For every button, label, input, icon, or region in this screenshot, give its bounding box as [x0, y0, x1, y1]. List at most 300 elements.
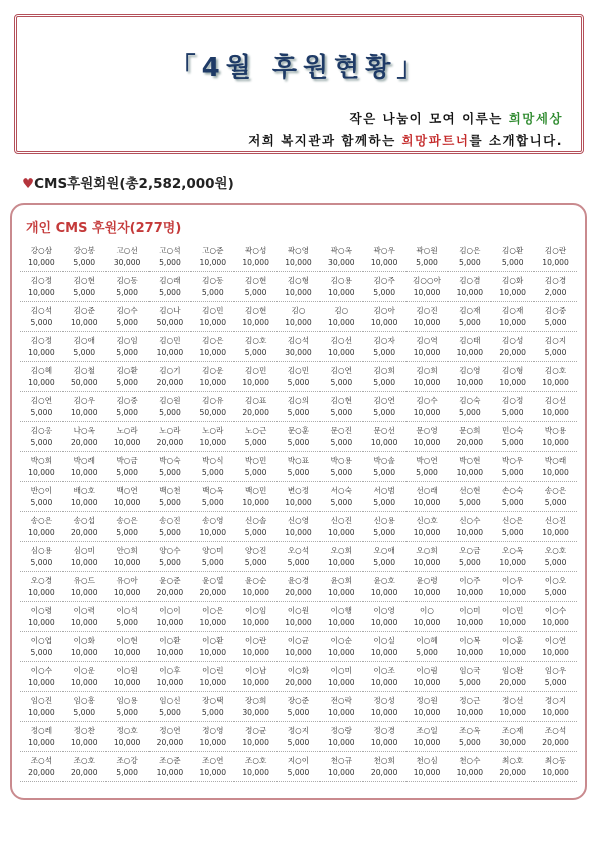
- donor-cell: [363, 452, 406, 482]
- donor-cell: [277, 632, 320, 662]
- donor-amount: 10,000: [285, 287, 312, 297]
- donor-name: 김○진: [416, 305, 438, 315]
- donor-cell: [448, 332, 491, 362]
- donor-amount: 5,000: [287, 467, 310, 477]
- donor-amount: 10,000: [199, 737, 227, 747]
- donor-cell: [277, 272, 320, 302]
- donor-name: 김○재: [502, 305, 524, 315]
- donor-amount: 5,000: [73, 287, 96, 297]
- donor-amount: 20,000: [156, 377, 184, 387]
- donor-cell: [191, 242, 234, 272]
- donor-name: 오○호: [544, 545, 567, 555]
- donor-cell: [406, 572, 449, 602]
- donor-cell: [448, 632, 491, 662]
- donor-cell: [106, 392, 149, 422]
- donor-cell: [277, 422, 320, 452]
- donor-name: 이○린: [202, 665, 224, 675]
- donor-name: 이○훈: [502, 635, 524, 645]
- donor-cell: [320, 752, 363, 782]
- donor-amount: 30,000: [242, 707, 269, 717]
- donor-cell: [448, 452, 491, 482]
- donor-cell: [491, 692, 534, 722]
- table-row: [20, 332, 577, 362]
- donor-cell: [191, 392, 234, 422]
- donor-cell: [277, 482, 320, 512]
- donor-name: 정○찬: [73, 725, 95, 735]
- donor-amount: 20,000: [70, 527, 98, 537]
- donor-amount: 10,000: [199, 317, 227, 327]
- donor-amount: 10,000: [370, 647, 398, 657]
- donor-name: 조○강: [116, 755, 138, 765]
- donor-name: 고○석: [159, 245, 181, 255]
- donor-name: 김○화: [502, 275, 524, 285]
- donor-cell: [491, 242, 534, 272]
- donor-amount: 5,000: [73, 257, 96, 267]
- donor-amount: 2,000: [544, 287, 567, 297]
- donor-name: 이○임: [244, 605, 267, 615]
- donor-cell: [534, 512, 577, 542]
- donor-name: 유○드: [73, 575, 95, 585]
- donor-amount: 5,000: [458, 557, 481, 567]
- donor-name: 정○성: [373, 695, 395, 705]
- donor-cell: [534, 632, 577, 662]
- donor-amount: 10,000: [328, 737, 355, 747]
- donor-name: 이○조: [373, 665, 395, 675]
- donor-name: 김○희: [373, 365, 395, 375]
- donor-amount: 10,000: [285, 647, 312, 657]
- donor-cell: [320, 632, 363, 662]
- donor-amount: 10,000: [456, 647, 484, 657]
- donor-table: [20, 242, 577, 782]
- donor-cell: [534, 332, 577, 362]
- donor-amount: 5,000: [458, 257, 481, 267]
- donor-amount: 10,000: [242, 317, 269, 327]
- donor-amount: 20,000: [70, 437, 98, 447]
- donor-amount: 5,000: [201, 707, 224, 717]
- donor-name: 손○숙: [502, 485, 524, 495]
- donor-cell: [63, 722, 106, 752]
- section-label-text: CMS후원회원(총2,582,000원): [34, 176, 234, 192]
- donor-cell: [406, 722, 449, 752]
- donor-amount: 20,000: [156, 437, 184, 447]
- donor-name: 이○오: [544, 575, 567, 585]
- donor-cell: [491, 632, 534, 662]
- donor-name: 조○호: [244, 755, 267, 765]
- donor-name: 백○연: [116, 485, 138, 495]
- donor-cell: [534, 662, 577, 692]
- donor-amount: 5,000: [458, 677, 481, 687]
- donor-name: 곽○원: [416, 245, 438, 255]
- donor-cell: [63, 392, 106, 422]
- donor-amount: 10,000: [28, 467, 55, 477]
- donor-name: 김○표: [244, 395, 267, 405]
- donor-amount: 20,000: [28, 767, 55, 777]
- donor-cell: [149, 722, 192, 752]
- donor-cell: [106, 602, 149, 632]
- donor-cell: [448, 752, 491, 782]
- donor-amount: 5,000: [30, 437, 53, 447]
- donor-amount: 5,000: [30, 497, 53, 507]
- donor-cell: [534, 602, 577, 632]
- tagline-line2: [248, 131, 563, 149]
- donor-name: 조○연: [202, 755, 224, 765]
- donor-name: 임○진: [30, 695, 53, 705]
- donor-cell: [191, 572, 234, 602]
- donor-cell: [234, 602, 277, 632]
- donor-cell: [277, 512, 320, 542]
- donor-cell: [149, 242, 192, 272]
- donor-name: 정○영: [202, 725, 224, 735]
- donor-amount: 5,000: [159, 287, 181, 297]
- donor-amount: 10,000: [28, 347, 55, 357]
- donor-name: 김○중: [116, 395, 138, 405]
- donor-cell: [534, 422, 577, 452]
- donor-cell: [448, 572, 491, 602]
- donor-cell: [491, 392, 534, 422]
- donor-cell: [406, 752, 449, 782]
- donor-name: 김○민: [244, 365, 267, 375]
- donor-name: 김○중: [544, 305, 567, 315]
- donor-amount: 5,000: [116, 377, 138, 387]
- donor-name: 이○원: [116, 665, 138, 675]
- donor-amount: 10,000: [499, 647, 526, 657]
- donor-name: 이○민: [502, 605, 524, 615]
- donor-cell: [491, 482, 534, 512]
- donor-name: 이○: [420, 605, 434, 615]
- donor-cell: [406, 602, 449, 632]
- donor-cell: [106, 272, 149, 302]
- donor-name: 오○희: [416, 545, 438, 555]
- table-row: [20, 602, 577, 632]
- donor-amount: 10,000: [542, 527, 569, 537]
- donor-name: 고○선: [116, 245, 138, 255]
- donor-cell: [191, 662, 234, 692]
- donor-cell: [363, 332, 406, 362]
- donor-cell: [106, 512, 149, 542]
- donor-cell: [106, 452, 149, 482]
- donor-amount: 10,000: [542, 407, 569, 417]
- donor-name: 윤○령: [416, 575, 438, 585]
- donor-amount: 10,000: [242, 647, 269, 657]
- donor-cell: [320, 452, 363, 482]
- donor-cell: [406, 362, 449, 392]
- donor-amount: 10,000: [242, 617, 269, 627]
- donor-name: 양○진: [244, 545, 267, 555]
- donor-name: 이○남: [244, 665, 267, 675]
- table-row: [20, 392, 577, 422]
- donor-cell: [106, 482, 149, 512]
- donor-name: 김○자: [373, 335, 395, 345]
- donor-amount: 5,000: [373, 287, 396, 297]
- donor-name: 김○숙: [459, 395, 481, 405]
- donor-amount: 10,000: [70, 407, 98, 417]
- donor-name: 오○희: [330, 545, 352, 555]
- donor-cell: [20, 362, 63, 392]
- donor-name: 이○행: [330, 605, 352, 615]
- donor-name: 김○호: [244, 335, 267, 345]
- donor-name: 신○영: [287, 515, 310, 525]
- donor-cell: [63, 572, 106, 602]
- donor-cell: [149, 422, 192, 452]
- donor-amount: 10,000: [542, 647, 569, 657]
- donor-amount: 10,000: [28, 737, 55, 747]
- donor-amount: 10,000: [70, 497, 98, 507]
- donor-cell: [448, 542, 491, 572]
- donor-cell: [320, 572, 363, 602]
- donor-cell: [406, 692, 449, 722]
- donor-amount: 5,000: [458, 317, 481, 327]
- donor-cell: [234, 512, 277, 542]
- donor-name: 반○이: [30, 485, 53, 495]
- donor-name: 오○경: [30, 575, 53, 585]
- donor-name: 이○이: [159, 605, 181, 615]
- donor-amount: 10,000: [370, 677, 398, 687]
- donor-cell: [63, 662, 106, 692]
- donor-name: 이○수: [30, 665, 53, 675]
- donor-cell: [149, 512, 192, 542]
- donor-cell: [448, 362, 491, 392]
- donor-amount: 10,000: [542, 617, 569, 627]
- donor-name: 송○은: [544, 485, 567, 495]
- donor-name: 신○은: [502, 515, 524, 525]
- donor-amount: 5,000: [116, 317, 138, 327]
- donor-name: 이○미: [330, 665, 352, 675]
- donor-name: 김○희: [416, 365, 438, 375]
- donor-amount: 10,000: [199, 347, 227, 357]
- donor-name: 이○력: [73, 605, 95, 615]
- donor-amount: 10,000: [370, 437, 398, 447]
- donor-name: 정○지: [287, 725, 310, 735]
- donor-amount: 10,000: [242, 257, 269, 267]
- donor-amount: 5,000: [544, 557, 567, 567]
- donor-amount: 20,000: [156, 587, 184, 597]
- donor-name: 신○수: [459, 515, 481, 525]
- donor-name: 박○솔: [373, 455, 395, 465]
- donor-name: 송○진: [159, 515, 181, 525]
- donor-list-box: [10, 203, 587, 800]
- donor-amount: 5,000: [116, 467, 138, 477]
- donor-cell: [234, 392, 277, 422]
- donor-cell: [448, 722, 491, 752]
- donor-cell: [277, 572, 320, 602]
- donor-cell: [234, 482, 277, 512]
- donor-name: 김○은: [459, 245, 481, 255]
- donor-name: 조○호: [73, 755, 95, 765]
- donor-amount: 10,000: [370, 587, 398, 597]
- donor-name: 조○옥: [459, 725, 481, 735]
- donor-name: 장○준: [287, 695, 310, 705]
- donor-cell: [20, 302, 63, 332]
- donor-amount: 5,000: [373, 467, 396, 477]
- donor-cell: [149, 332, 192, 362]
- donor-cell: [191, 272, 234, 302]
- table-row: [20, 452, 577, 482]
- donor-cell: [363, 752, 406, 782]
- donor-amount: 10,000: [113, 737, 141, 747]
- donor-amount: 5,000: [373, 557, 396, 567]
- donor-amount: 10,000: [70, 557, 98, 567]
- donor-name: 박○용: [330, 455, 352, 465]
- donor-amount: 5,000: [159, 527, 181, 537]
- donor-name: 이○미: [459, 605, 481, 615]
- donor-cell: [363, 302, 406, 332]
- donor-name: 이○수: [544, 605, 567, 615]
- donor-name: 박○용: [544, 425, 567, 435]
- donor-name: 김○연: [30, 395, 53, 405]
- donor-name: 김○유: [202, 395, 224, 405]
- donor-amount: 5,000: [116, 407, 138, 417]
- donor-amount: 10,000: [113, 497, 141, 507]
- donor-name: 이○실: [373, 635, 395, 645]
- donor-amount: 10,000: [28, 527, 55, 537]
- donor-amount: 5,000: [244, 347, 267, 357]
- donor-cell: [234, 752, 277, 782]
- donor-cell: [277, 362, 320, 392]
- donor-cell: [363, 572, 406, 602]
- donor-amount: 10,000: [328, 557, 355, 567]
- donor-name: 김○재: [459, 305, 481, 315]
- donor-name: 김○역: [416, 335, 438, 345]
- donor-name: 신○호: [416, 515, 438, 525]
- donor-amount: 10,000: [242, 767, 269, 777]
- donor-cell: [106, 542, 149, 572]
- table-row: [20, 572, 577, 602]
- donor-cell: [106, 422, 149, 452]
- donor-name: 윤○호: [373, 575, 395, 585]
- donor-name: 김○정: [502, 395, 524, 405]
- donor-cell: [448, 242, 491, 272]
- donor-name: 이○엽: [30, 635, 53, 645]
- donor-name: 조○일: [416, 725, 438, 735]
- donor-cell: [277, 602, 320, 632]
- donor-cell: [20, 422, 63, 452]
- donor-amount: 10,000: [328, 527, 355, 537]
- donor-amount: 10,000: [413, 707, 441, 717]
- table-row: [20, 242, 577, 272]
- donor-amount: 5,000: [287, 707, 310, 717]
- donor-cell: [234, 332, 277, 362]
- tagline2-suffix: 를 소개합니다.: [469, 133, 563, 148]
- donor-amount: 10,000: [370, 617, 398, 627]
- donor-amount: 10,000: [499, 287, 526, 297]
- donor-amount: 10,000: [413, 497, 441, 507]
- donor-amount: 10,000: [285, 257, 312, 267]
- donor-amount: 10,000: [370, 737, 398, 747]
- donor-cell: [63, 332, 106, 362]
- donor-amount: 30,000: [113, 257, 141, 267]
- donor-name: 김○은: [202, 335, 224, 345]
- donor-cell: [149, 362, 192, 392]
- donor-amount: 10,000: [199, 257, 227, 267]
- donor-name: 정○랑: [330, 725, 352, 735]
- donor-name: 문○진: [330, 425, 352, 435]
- donor-amount: 10,000: [28, 707, 55, 717]
- section-label: [22, 172, 234, 192]
- donor-amount: 10,000: [499, 707, 526, 717]
- donor-amount: 5,000: [201, 557, 224, 567]
- donor-amount: 10,000: [370, 707, 398, 717]
- donor-cell: [20, 392, 63, 422]
- table-row: [20, 662, 577, 692]
- donor-amount: 10,000: [285, 617, 312, 627]
- donor-amount: 10,000: [28, 677, 55, 687]
- donor-cell: [363, 272, 406, 302]
- donor-cell: [406, 242, 449, 272]
- donor-amount: 5,000: [501, 437, 524, 447]
- donor-amount: 10,000: [156, 767, 184, 777]
- donor-cell: [534, 692, 577, 722]
- donor-cell: [149, 482, 192, 512]
- donor-amount: 10,000: [70, 467, 98, 477]
- donor-cell: [277, 332, 320, 362]
- donor-name: 윤○경: [287, 575, 310, 585]
- donor-amount: 5,000: [287, 557, 310, 567]
- donor-cell: [491, 362, 534, 392]
- donor-name: 김○현: [244, 275, 267, 285]
- donor-name: 이○석: [116, 605, 138, 615]
- donor-name: 이○은: [202, 605, 224, 615]
- donor-amount: 10,000: [328, 317, 355, 327]
- table-row: [20, 632, 577, 662]
- donor-cell: [191, 332, 234, 362]
- donor-amount: 10,000: [328, 767, 355, 777]
- donor-amount: 5,000: [330, 497, 353, 507]
- donor-cell: [191, 362, 234, 392]
- donor-amount: 10,000: [328, 587, 355, 597]
- donor-name: 김○연: [330, 365, 352, 375]
- donor-name: 천○수: [459, 755, 481, 765]
- donor-amount: 5,000: [244, 557, 267, 567]
- donor-amount: 5,000: [116, 287, 138, 297]
- donor-amount: 10,000: [242, 497, 269, 507]
- donor-cell: [491, 722, 534, 752]
- donor-amount: 20,000: [456, 437, 484, 447]
- donor-cell: [448, 662, 491, 692]
- donor-name: 신○진: [330, 515, 352, 525]
- donor-name: 임○국: [459, 665, 481, 675]
- donor-cell: [448, 692, 491, 722]
- donor-cell: [149, 452, 192, 482]
- donor-name: 노○라: [116, 425, 138, 435]
- donor-cell: [191, 752, 234, 782]
- donor-amount: 5,000: [116, 527, 138, 537]
- donor-amount: 5,000: [544, 317, 567, 327]
- tagline1-text: 작은 나눔이 모여 이루는: [349, 111, 509, 126]
- donor-name: 최○동: [544, 755, 567, 765]
- donor-cell: [191, 482, 234, 512]
- donor-cell: [491, 272, 534, 302]
- donor-cell: [491, 452, 534, 482]
- donor-cell: [106, 572, 149, 602]
- donor-name: 김○민: [159, 335, 181, 345]
- donor-cell: [448, 422, 491, 452]
- donor-cell: [320, 692, 363, 722]
- donor-amount: 10,000: [285, 317, 312, 327]
- donor-name: 곽○우: [373, 245, 395, 255]
- donor-cell: [106, 722, 149, 752]
- donor-amount: 30,000: [328, 257, 355, 267]
- donor-amount: 5,000: [159, 557, 181, 567]
- donor-cell: [63, 272, 106, 302]
- donor-cell: [363, 422, 406, 452]
- donor-cell: [320, 542, 363, 572]
- donor-name: 이○화: [73, 635, 95, 645]
- donor-amount: 5,000: [30, 407, 53, 417]
- donor-cell: [320, 512, 363, 542]
- donor-cell: [320, 362, 363, 392]
- donor-cell: [320, 722, 363, 752]
- donor-name: 이○현: [116, 635, 138, 645]
